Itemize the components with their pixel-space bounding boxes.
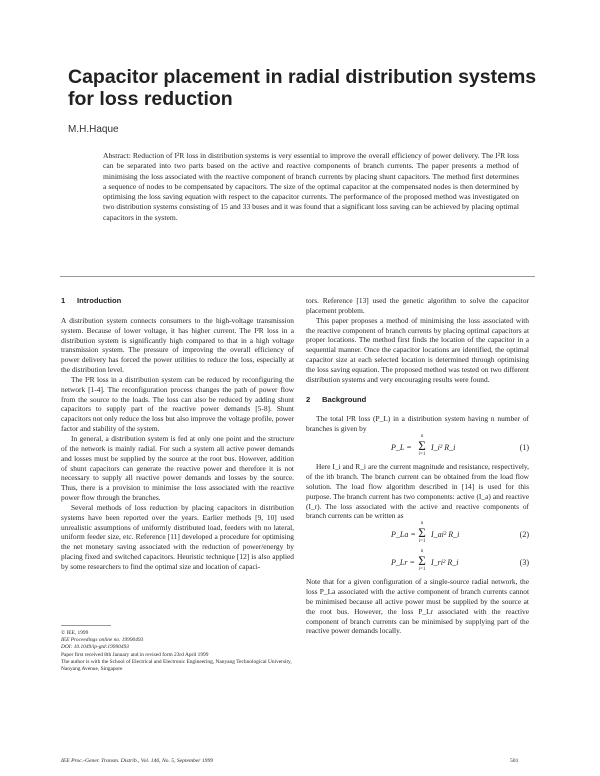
section-divider [60, 276, 535, 277]
equation-number: (2) [519, 530, 529, 540]
section-title: Background [322, 394, 367, 404]
summation-symbol: n Σ i=1 [416, 521, 428, 545]
footnote-received: Paper first received 8th January and in revised form 23rd April 1999 [61, 651, 209, 658]
sum-lower-limit: i=1 [418, 452, 426, 458]
paragraph: A distribution system connects consumers to the high-voltage transmission system. Because of lower voltage, it has higher current. The I²R loss in a distribution system is significantly high compared to that in a high voltage transmission system. The pressure of improving the overall efficiency of power delivery has forced the power utilities to reduce the loss, especially at the distribution level. [61, 315, 294, 375]
sum-upper-limit: n [420, 549, 424, 555]
equation-number: (1) [519, 443, 529, 453]
paragraph: The I²R loss in a distribution system can be reduced by reconfiguring the network [1-4]. The reconfiguration process changes the path of power flow from the source to the loads. The loss can also be reduced by adding shunt capacitors to supply part of the reactive power demands [5-8]. Shunt capacitors not only reduce the loss but also improve the voltage profile, power factor and stability of the system. [61, 374, 294, 434]
page-number: 501 [510, 758, 519, 764]
paragraph: Here I_i and R_i are the current magnitude and resistance, respectively, of the ith branch. The branch current can be obtained from the load flow solution. The load flow algorithm described in [14] is used for this purpose. The branch current has two components: active (I_a) and reactive (I_r). The loss associated with the active and reactive components of branch currents can be written as [306, 462, 529, 521]
sum-upper-limit: n [420, 521, 424, 527]
abstract: Abstract: Reduction of I²R loss in distribution systems is very essential to improve the overall efficiency of power delivery. The I²R loss can be separated into two parts based on the active and reactive components of branch currents. The paper presents a method of minimising the loss associated with the reactive component of branch currents by placing shunt capacitors. The method first determines a sequence of nodes to be compensated by capacitors. The size of the optimal capacitor at the compensated nodes is then determined by optimising the loss saving equation with respect to the capacitor currents. The performance of the proposed method was investigated on two distribution systems consisting of 15 and 33 buses and it was found that a significant loss saving can be achieved by placing optimal capacitors in the system. [103, 151, 519, 222]
equation-lhs: P_La = [391, 530, 416, 540]
summation-symbol: n Σ i=1 [416, 549, 428, 573]
equation-lhs: P_L = [391, 443, 412, 453]
footnotes [61, 630, 294, 673]
paragraph: Note that for a given configuration of a single-source radial network, the loss P_La associated with the active component of branch currents cannot be minimised because all active power must be supplied by the source at the root bus. However, the loss P_Lr associated with the reactive component of branch currents can be minimised by supplying part of the reactive power demands locally. [306, 577, 529, 636]
paragraph: This paper proposes a method of minimising the loss associated with the reactive component of branch currents by placing optimal capacitors at proper locations. The method first finds the location of the capacitor in a sequential manner. Once the capacitor locations are identified, the optimal capacitor size at each selected location is determined through optimising the loss saving equation. The proposed method was tested on two different distribution systems and very encouraging results were found. [306, 315, 529, 384]
section-number: 1 [61, 296, 66, 305]
section-heading-introduction [61, 296, 294, 306]
section-number: 2 [306, 394, 311, 404]
right-column [306, 296, 529, 636]
paragraph: tors. Reference [13] used the genetic algorithm to solve the capacitor placement problem. [306, 296, 529, 315]
journal-footer: IEE Proc.-Gener. Transm. Distrib., Vol. 146, No. 5, September 1999 [61, 758, 214, 764]
equation-lhs: P_Lr = [391, 558, 415, 568]
paper-title: Capacitor placement in radial distribution systems for loss reduction [68, 66, 537, 110]
author-name: M.H.Haque [68, 124, 119, 135]
equation-rhs: I_ai² R_i [431, 530, 460, 540]
footnote-copyright: © IEE, 1999 [61, 630, 89, 636]
footnote-online-number: IEE Proceedings online no. 19990493 [61, 637, 144, 644]
left-column [61, 296, 294, 572]
section-title: Introduction [77, 296, 122, 305]
footnote-affiliation: The author is with the School of Electrical and Electronic Engineering, Nanyang Technological University, Nanyang Avenue, Singapore [61, 658, 292, 673]
footnote-doi: DOI: 10.1049/ip-gtd:19990493 [61, 644, 129, 651]
equation-2 [306, 521, 529, 549]
paragraph: Several methods of loss reduction by placing capacitors in distribution systems have been reported over the years. Earlier methods [9, 10] used unrealistic assumptions of uniformly distributed load, feeders with no lateral, uniform feeder size, etc. Reference [11] developed a procedure for optimising the net monetary saving associated with the reduction of power/energy by placing fixed and switched capacitors. Heuristic technique [12] is also applied by some researchers to find the optimal size and location of capaci- [61, 502, 294, 571]
equation-number: (3) [519, 558, 529, 568]
equation-3 [306, 549, 529, 577]
summation-symbol: n Σ i=1 [416, 434, 428, 458]
paragraph: The total I²R loss (P_L) in a distribution system having n number of branches is given by [306, 414, 529, 434]
equation-rhs: I_i² R_i [431, 443, 456, 453]
footnote-divider [61, 625, 111, 626]
equation-rhs: I_ri² R_i [431, 558, 459, 568]
section-heading-background [306, 395, 529, 405]
equation-1 [306, 434, 529, 462]
sum-upper-limit: n [420, 434, 424, 440]
paragraph: In general, a distribution system is fed at only one point and the structure of the network is mainly radial. For such a system all active power demands and losses must be supplied by the source at the root bus. However, addition of shunt capacitors can generate the reactive power and therefore it is not necessary to supply all reactive power demands and losses by the source. Thus, there is a provision to minimise the loss associated with the reactive power flow through the branches. [61, 433, 294, 503]
sum-lower-limit: i=1 [418, 567, 426, 573]
sum-lower-limit: i=1 [418, 539, 426, 545]
